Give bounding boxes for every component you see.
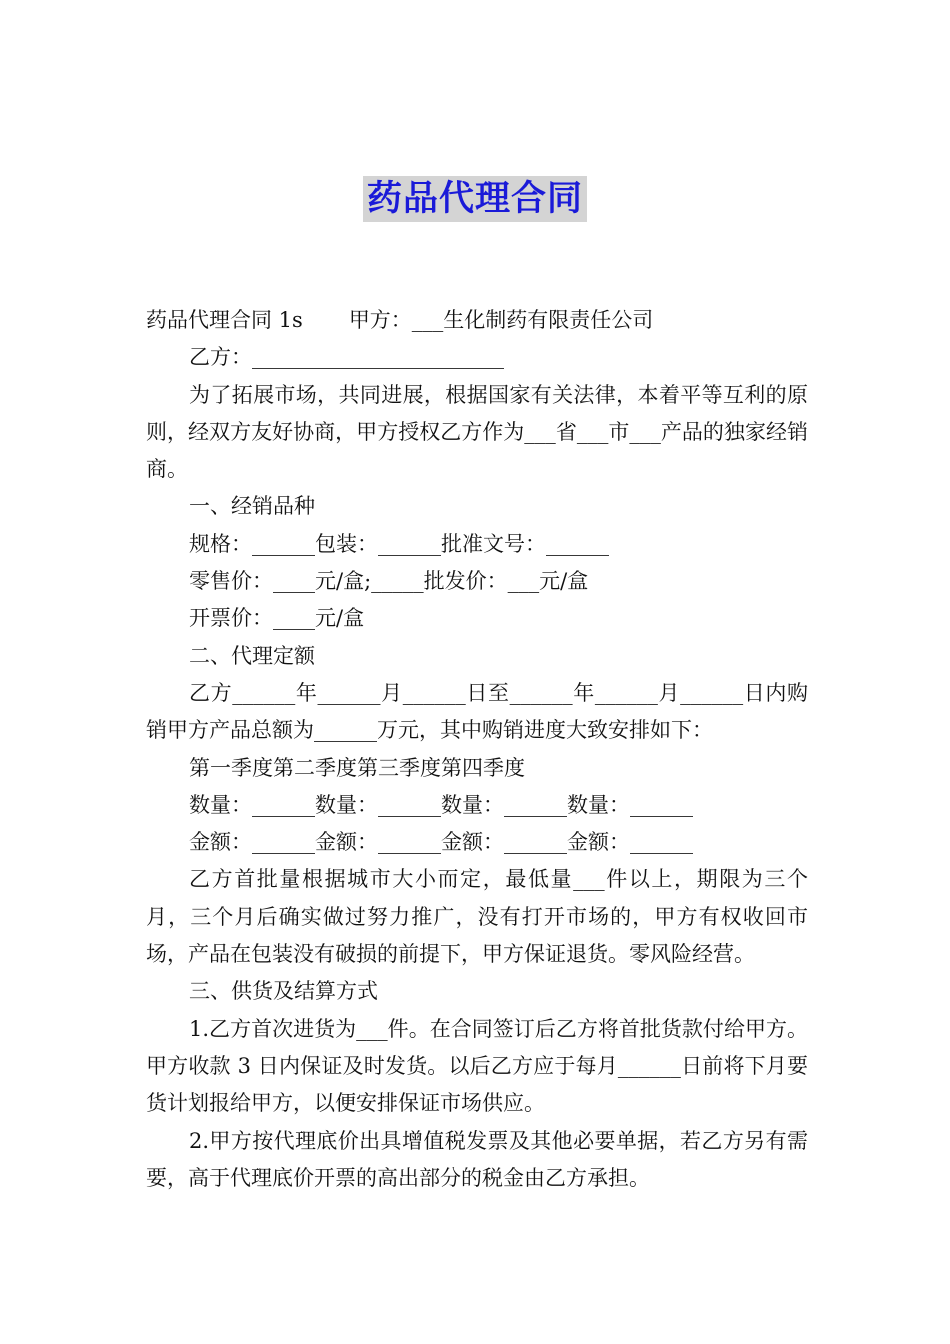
quota-paragraph: 乙方______年______月______日至______年______月______日内购销甲方产品总额为______万元，其中购销进度大致安排如下：: [146, 680, 808, 743]
contract-body: [146, 302, 808, 1197]
header-line: [146, 302, 808, 339]
party-a: 甲方：___生化制药有限责任公司: [348, 308, 654, 332]
supply-item-2: 2.甲方按代理底价出具增值税发票及其他必要单据，若乙方另有需要，高于代理底价开票的高出部分的税金由乙方承担。: [146, 1128, 808, 1190]
supply-item-1: 1.乙方首次进货为___件。在合同签订后乙方将首批货款付给甲方。甲方收款 3 日内保证及时发货。以后乙方应于每月______日前将下月要货计划报给甲方，以便安排保证市场供应。: [146, 1016, 808, 1116]
contract-label: 药品代理合同 1s: [146, 308, 303, 332]
retail-price-line: 零售价：____元/盒;_____批发价：___元/盒: [189, 569, 589, 594]
spec-line: 规格：______包装：______批准文号：______: [189, 531, 609, 556]
section3-heading: 三、供货及结算方式: [189, 979, 378, 1004]
party-b: 乙方：________________________: [189, 345, 504, 370]
section2-heading: 二、代理定额: [189, 643, 315, 668]
document-title: 药品代理合同: [363, 176, 587, 222]
intro-paragraph: 为了拓展市场，共同进展，根据国家有关法律，本着平等互利的原则，经双方友好协商，甲方授权乙方作为___省___市___产品的独家经销商。: [146, 382, 808, 482]
first-batch-paragraph: 乙方首批量根据城市大小而定，最低量___件以上，期限为三个月，三个月后确实做过努力推广，没有打开市场的，甲方有权收回市场，产品在包装没有破损的前提下，甲方保证退货。零风险经营。: [146, 867, 808, 967]
invoice-price-line: 开票价：____元/盒: [189, 606, 365, 631]
title-block: [0, 176, 950, 222]
quantity-line: 数量：______数量：______数量：______数量：______: [189, 792, 693, 817]
quarters-line: 第一季度第二季度第三季度第四季度: [189, 755, 525, 780]
amount-line: 金额：______金额：______金额：______金额：______: [189, 830, 693, 855]
section1-heading: 一、经销品种: [189, 494, 315, 519]
